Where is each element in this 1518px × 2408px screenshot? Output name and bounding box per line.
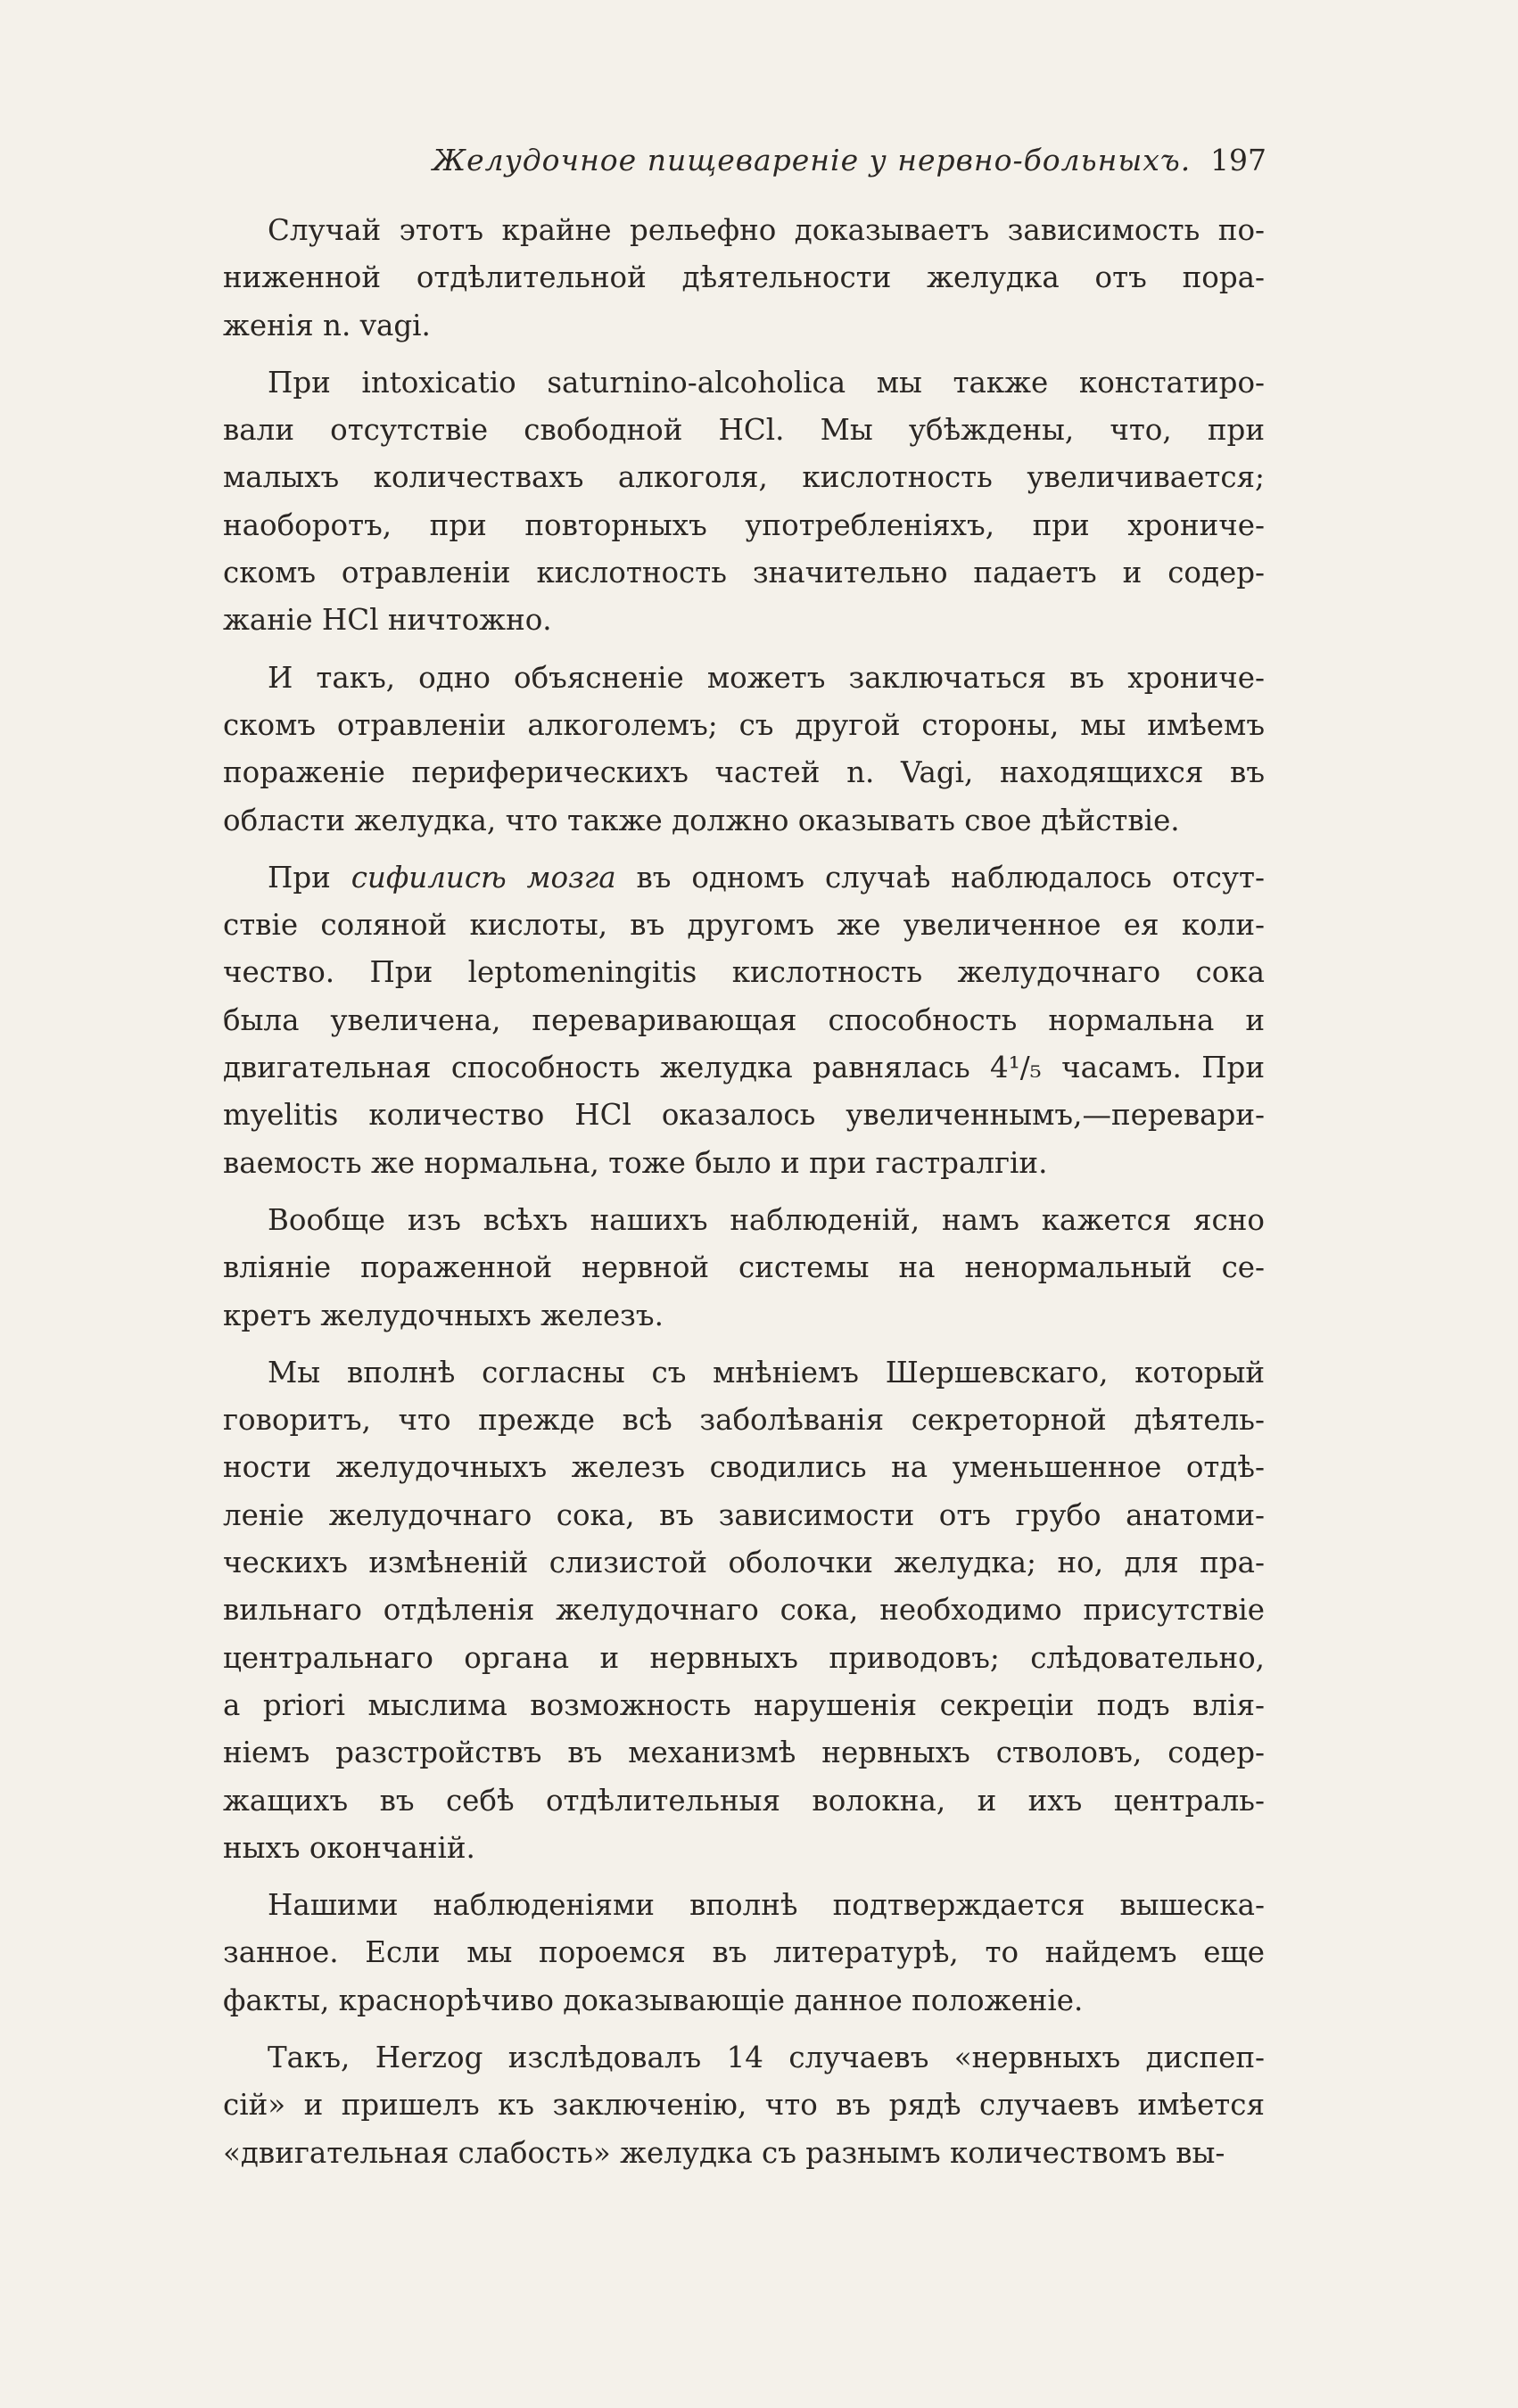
italic-term: сифилисѣ мозга [351, 860, 616, 895]
text-segment: въ одномъ случаѣ наблюдалось отсут- [615, 860, 1266, 895]
text-line [223, 359, 1265, 407]
text-segment: вильнаго отдѣленія желудочнаго сока, необходимо присутствіе [223, 1593, 1265, 1628]
paragraph [223, 1882, 1265, 2025]
text-line [223, 1729, 1265, 1777]
running-title: Желудочное пищевареніе у нервно-больныхъ. [433, 143, 1192, 177]
text-line [223, 1977, 1265, 2025]
text-segment: Случай этотъ крайне рельефно доказываетъ зависимость по- [268, 213, 1265, 247]
page-number: 197 [1210, 143, 1266, 177]
text-segment: Мы вполнѣ согласны съ мнѣніемъ Шершевскаго, который [268, 1355, 1265, 1390]
text-segment: скомъ отравленіи алкоголемъ; съ другой стороны, мы имѣемъ [223, 707, 1265, 742]
text-line [223, 1882, 1265, 1929]
text-line [223, 1444, 1265, 1491]
text-line [223, 597, 1265, 644]
text-segment: вали отсутствіе свободной HCl. Мы убѣждены, что, при [223, 413, 1265, 448]
text-line [223, 502, 1265, 549]
paragraph [223, 207, 1265, 350]
text-segment: кретъ желудочныхъ железъ. [223, 1298, 664, 1332]
text-line [223, 1349, 1265, 1397]
text-segment: леніе желудочнаго сока, въ зависимости отъ грубо анатоми- [223, 1497, 1265, 1532]
text-segment: скомъ отравленіи кислотность значительно падаетъ и содер- [223, 556, 1265, 590]
text-line [223, 1244, 1265, 1291]
text-line [223, 1197, 1265, 1244]
text-segment: «двигательная слабость» желудка съ разнымъ количествомъ вы- [223, 2135, 1225, 2170]
text-line [223, 1492, 1265, 1539]
text-segment: ствіе соляной кислоты, въ другомъ же увеличенное ея коли- [223, 908, 1265, 943]
text-line [223, 655, 1265, 702]
text-segment: myelitis количество HCl оказалось увеличеннымъ,—перевари- [223, 1098, 1265, 1133]
text-line [223, 949, 1265, 996]
text-line [223, 1929, 1265, 1976]
text-line [223, 1140, 1265, 1187]
text-line [223, 1587, 1265, 1634]
text-line [223, 407, 1265, 454]
body-text [223, 207, 1265, 2187]
text-segment: Такъ, Herzog изслѣдовалъ 14 случаевъ «нервныхъ диспеп- [268, 2040, 1265, 2074]
text-line [223, 997, 1265, 1044]
text-segment: малыхъ количествахъ алкоголя, кислотность увеличивается; [223, 460, 1265, 495]
text-segment: занное. Если мы пороемся въ литературѣ, то найдемъ еще [223, 1935, 1265, 1970]
text-line [223, 854, 1265, 902]
text-line [223, 1397, 1265, 1444]
text-line [223, 1292, 1265, 1340]
text-segment: женія n. vagi. [223, 308, 431, 342]
text-segment: ныхъ окончаній. [223, 1830, 475, 1865]
text-segment: Нашими наблюденіями вполнѣ подтверждается вышеска- [268, 1888, 1265, 1923]
text-line [223, 1539, 1265, 1587]
text-line [223, 702, 1265, 749]
text-segment: ниженной отдѣлительной дѣятельности желудка отъ пора- [223, 260, 1265, 295]
text-line [223, 2130, 1265, 2177]
text-segment: ніемъ разстройствъ въ механизмѣ нервныхъ стволовъ, содер- [223, 1736, 1265, 1770]
text-line [223, 1044, 1265, 1092]
paragraph [223, 854, 1265, 1187]
text-segment: говоритъ, что прежде всѣ заболѣванія секреторной дѣятель- [223, 1403, 1265, 1438]
paragraph [223, 2034, 1265, 2177]
text-segment: чество. При leptomeningitis кислотность желудочнаго сока [223, 955, 1265, 990]
text-line [223, 2082, 1265, 2129]
text-segment: Вообще изъ всѣхъ нашихъ наблюденій, намъ кажется ясно [268, 1202, 1265, 1237]
text-segment: ческихъ измѣненій слизистой оболочки желудка; но, для пра- [223, 1546, 1265, 1580]
text-line [223, 254, 1265, 301]
text-segment: области желудка, что также должно оказывать свое дѣйствіе. [223, 803, 1180, 837]
text-segment: И такъ, одно объясненіе можетъ заключаться въ хрониче- [268, 660, 1265, 695]
paragraph [223, 359, 1265, 645]
text-segment: ваемость же нормальна, тоже было и при гастралгіи. [223, 1145, 1048, 1180]
text-line [223, 1682, 1265, 1729]
text-segment: жащихъ въ себѣ отдѣлительныя волокна, и ихъ централь- [223, 1783, 1265, 1818]
text-segment: ности желудочныхъ железъ сводились на уменьшенное отдѣ- [223, 1450, 1265, 1485]
text-segment: При [268, 860, 351, 895]
text-line [223, 902, 1265, 949]
page-header [223, 143, 1266, 187]
text-line [223, 207, 1265, 254]
text-line [223, 302, 1265, 350]
text-segment: жаніе HCl ничтожно. [223, 603, 552, 638]
text-line [223, 549, 1265, 597]
text-segment: была увеличена, переваривающая способность нормальна и [223, 1002, 1265, 1037]
text-line [223, 1825, 1265, 1872]
text-segment: a priori мыслима возможность нарушенія секреціи подъ влія- [223, 1687, 1265, 1722]
text-segment: При intoxicatio saturnino-alcoholica мы также констатиро- [268, 365, 1265, 400]
text-segment: центральнаго органа и нервныхъ приводовъ; слѣдовательно, [223, 1640, 1265, 1675]
paragraph [223, 655, 1265, 845]
paragraph [223, 1349, 1265, 1872]
paragraph [223, 1197, 1265, 1340]
text-segment: вліяніе пораженной нервной системы на ненормальный се- [223, 1250, 1265, 1285]
text-line [223, 454, 1265, 501]
text-segment: сій» и пришелъ къ заключенію, что въ рядѣ случаевъ имѣется [223, 2088, 1265, 2123]
text-line [223, 749, 1265, 796]
text-segment: наоборотъ, при повторныхъ употребленіяхъ, при хрониче- [223, 507, 1265, 542]
text-segment: пораженіе периферическихъ частей n. Vagi, находящихся въ [223, 755, 1265, 790]
text-line [223, 1777, 1265, 1825]
text-segment: двигательная способность желудка равнялась 4¹/₅ часамъ. При [223, 1051, 1265, 1085]
text-line [223, 2034, 1265, 2082]
text-line [223, 1092, 1265, 1139]
text-line [223, 797, 1265, 845]
text-line [223, 1635, 1265, 1682]
text-segment: факты, краснорѣчиво доказывающіе данное положеніе. [223, 1983, 1084, 2017]
